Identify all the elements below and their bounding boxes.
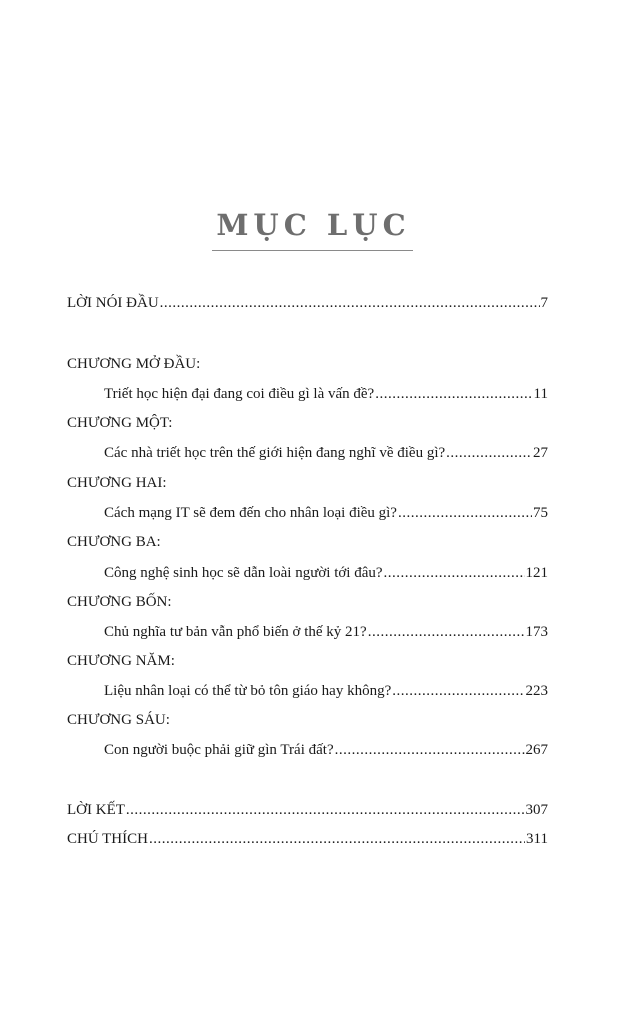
toc-entry-page: 173 [525, 624, 548, 640]
dot-leader [398, 503, 532, 523]
page-title: MỤC LỤC [212, 208, 412, 251]
chapter-heading: CHƯƠNG SÁU: [67, 712, 170, 728]
toc-entry-page: 27 [533, 445, 548, 461]
toc-entry-page: 11 [533, 386, 548, 402]
dot-leader [335, 740, 525, 760]
toc-entry-page: 75 [533, 505, 548, 521]
toc-entry-label: LỜI NÓI ĐẦU [67, 295, 159, 311]
chapter-heading: CHƯƠNG NĂM: [67, 653, 175, 669]
dot-leader [160, 293, 540, 313]
toc-entry-notes[interactable] [67, 829, 548, 849]
toc-entry-chapter[interactable] [104, 563, 548, 583]
toc-entry-chapter[interactable] [104, 681, 548, 701]
toc-entry-page: 311 [526, 831, 548, 847]
dot-leader [368, 622, 525, 642]
chapter-heading: CHƯƠNG BA: [67, 534, 161, 550]
dot-leader [384, 563, 525, 583]
chapter-heading: CHƯƠNG MỞ ĐẦU: [67, 356, 201, 372]
title-block [0, 208, 625, 251]
toc-entry-chapter[interactable] [104, 622, 548, 642]
dot-leader [126, 800, 525, 820]
toc-entry-preface[interactable] [67, 293, 548, 313]
toc-entry-label: Các nhà triết học trên thế giới hiện đang nghĩ về điều gì? [104, 445, 446, 461]
toc-entry-afterword[interactable] [67, 800, 548, 820]
chapter-heading: CHƯƠNG BỐN: [67, 594, 172, 610]
toc-entry-page: 267 [525, 742, 548, 758]
dot-leader [149, 829, 525, 849]
toc-entry-chapter[interactable] [104, 740, 548, 760]
toc-entry-chapter[interactable] [104, 503, 548, 523]
toc-entry-chapter[interactable] [104, 384, 548, 404]
dot-leader [375, 384, 532, 404]
dot-leader [392, 681, 524, 701]
dot-leader [446, 443, 532, 463]
toc-entry-label: Chủ nghĩa tư bản vẫn phổ biến ở thế kỷ 21? [104, 624, 367, 640]
toc-entry-label: Con người buộc phải giữ gìn Trái đất? [104, 742, 334, 758]
toc-entry-label: Triết học hiện đại đang coi điều gì là vấn đề? [104, 386, 375, 402]
toc-entry-chapter[interactable] [104, 443, 548, 463]
toc-entry-label: Cách mạng IT sẽ đem đến cho nhân loại điều gì? [104, 505, 397, 521]
toc-entry-page: 223 [525, 683, 548, 699]
toc-entry-page: 121 [525, 565, 548, 581]
toc-entry-label: CHÚ THÍCH [67, 831, 148, 847]
toc-entry-label: LỜI KẾT [67, 802, 125, 818]
chapter-heading: CHƯƠNG MỘT: [67, 415, 173, 431]
toc-entry-page: 307 [525, 802, 548, 818]
toc-entry-page: 7 [540, 295, 548, 311]
toc-entry-label: Công nghệ sinh học sẽ dẫn loài người tới đâu? [104, 565, 383, 581]
chapter-heading: CHƯƠNG HAI: [67, 475, 167, 491]
toc-entry-label: Liệu nhân loại có thể từ bỏ tôn giáo hay không? [104, 683, 392, 699]
